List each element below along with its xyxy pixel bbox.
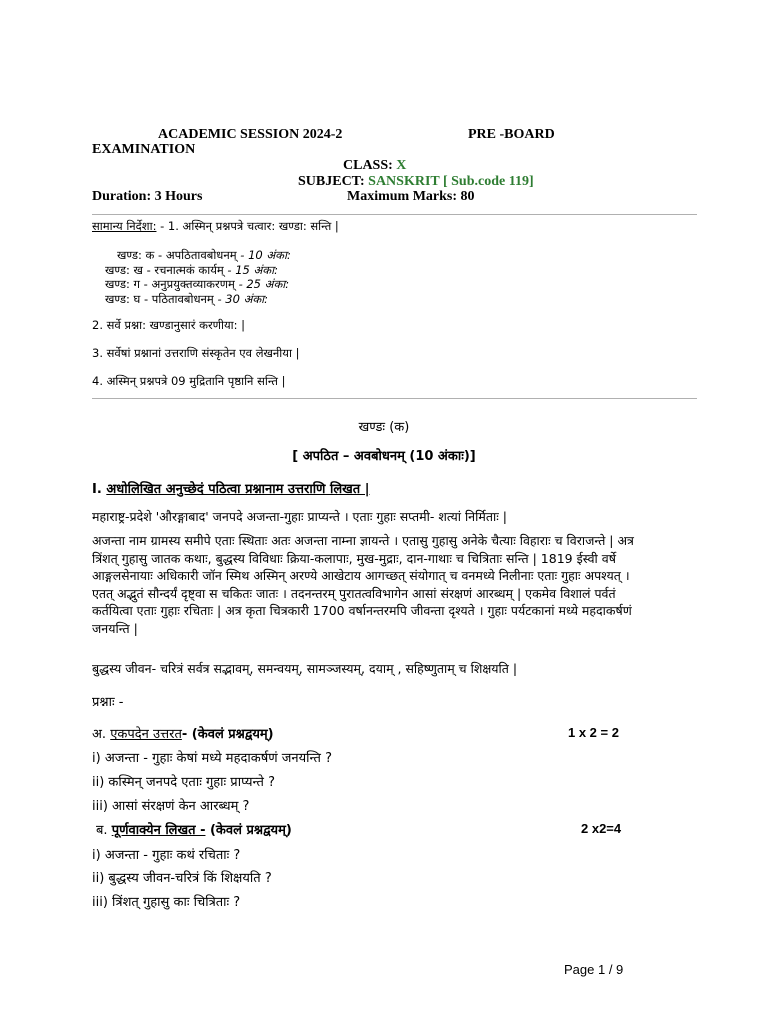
divider-top [92, 214, 697, 215]
page-number: Page 1 / 9 [564, 962, 624, 977]
part-b-label: ब. [96, 823, 108, 838]
section-row: खण्ड: घ - पठितावबोधनम् - 30 अंका: [105, 291, 269, 306]
divider-bottom [92, 398, 697, 399]
part-b-marks: 2 x2=4 [581, 821, 622, 836]
examination-label: EXAMINATION [92, 142, 196, 157]
subject-value: SANSKRIT [ Sub.code 119] [368, 174, 534, 189]
questions-label: प्रश्नाः - [92, 695, 124, 710]
part-b-title: पूर्णवाक्येन लिखत - [111, 823, 206, 838]
part-a-note: - (केवलं प्रश्नद्वयम्) [181, 727, 274, 742]
part-b-question: i) अजन्ता - गुहाः कथं रचिताः ? [92, 848, 241, 863]
instruction-item-4: 4. अस्मिन् प्रश्नपत्रे 09 मुद्रितानि पृष्ठानि सन्ति | [92, 374, 286, 388]
part-a-title: एकपदेन उत्तरत [110, 727, 182, 742]
passage-para-1: महाराष्ट्र-प्रदेशे 'औरङ्गाबाद' जनपदे अजन्ता-गुहाः प्राप्यन्ते । एताः गुहाः सप्तमी- शत्यां निर्मिताः | [92, 509, 507, 524]
instruction-item-1: - 1. अस्मिन् प्रश्नपत्रे चत्वार: खण्डा: सन्ति | [160, 219, 339, 233]
part-a-question: iii) आसां संरक्षणं केन आरब्धम् ? [92, 799, 250, 814]
class-label: CLASS: [343, 158, 393, 173]
passage-para-3: बुद्धस्य जीवन- चरित्रं सर्वत्र सद्भावम्, समन्वयम्, सामञ्जस्यम्, दयाम् , सहिष्णुताम् च शिक्षयति | [92, 661, 518, 676]
max-marks-label: Maximum Marks: 80 [347, 189, 475, 204]
part-b-question: iii) त्रिंशत् गुहासु काः चित्रिताः ? [92, 895, 241, 910]
class-value: X [396, 158, 407, 173]
instruction-item-3: 3. सर्वेषां प्रश्नानां उत्तराणि संस्कृतेन एव लेखनीया | [92, 346, 300, 360]
part-a-marks: 1 x 2 = 2 [568, 725, 619, 740]
section-a-title: खण्डः (क) [358, 420, 410, 435]
section-a-subtitle: [ अपठित – अवबोधनम् (10 अंकाः)] [292, 449, 476, 464]
instruction-line-1 [92, 219, 339, 234]
part-a-question: ii) कस्मिन् जनपदे एताः गुहाः प्राप्यन्ते ? [92, 775, 275, 790]
part-b-note: (केवलं प्रश्नद्वयम्) [205, 823, 292, 838]
question-1-instruction [92, 479, 370, 497]
passage-para-2: अजन्ता नाम ग्रामस्य समीपे एताः स्थिताः अतः अजन्ता नाम्ना ज्ञायन्ते । एतासु गुहासु अनेके चैत्याः विहाराः च विराजन्ते | अत्र त्रिंशत् गुहासु जातक कथाः, बुद्धस्य विविधाः क्रिया-कलापाः, मुख-मुद्राः, दान-गाथाः च चित्रिताः सन्ति | 1819 ईस्वी वर्षे आङ्गलसेनायाः अधिकारी जॉन स्मिथ अस्मिन् अरण्ये आखेटाय आगच्छत् संयोगात् च वनमध्ये निलीनाः एताः गुहाः अपश्यत् । एतत् अद्भुतं सौन्दर्यं दृष्ट्वा स चकितः जातः । तदनन्तरम् पुरातत्वविभागेन आसां संरक्षणं आरब्धम् | एकमेव विशालं पर्वतं कर्तयित्वा एताः गुहाः रचिताः | अत्र कृता चित्रकारी 1700 वर्षानन्तरमपि जीवन्ता दृश्यते । गुहाः पर्यटकानां मध्ये महदाकर्षणं जनयन्ति | [92, 533, 634, 636]
subject-label: SUBJECT: [298, 174, 365, 189]
part-a-heading [92, 724, 274, 742]
part-a-label: अ. [92, 727, 107, 742]
session-label: ACADEMIC SESSION 2024-2 [158, 127, 343, 142]
question-instruction-text: अधोलिखित अनुच्छेदं पठित्वा प्रश्नानाम उत्तराणि लिखत | [106, 482, 370, 497]
part-b-heading [96, 820, 292, 838]
subject-line [298, 174, 534, 190]
preboard-label: PRE -BOARD [468, 127, 555, 142]
part-a-question: i) अजन्ता - गुहाः केषां मध्ये महदाकर्षणं जनयन्ति ? [92, 751, 333, 766]
sections-list [105, 248, 291, 306]
instructions-heading: सामान्य निर्देशा: [92, 219, 157, 233]
section-row: खण्ड: क - अपठितावबोधनम् - 10 अंका: [117, 248, 291, 262]
class-line [343, 158, 406, 174]
part-b-question: ii) बुद्धस्य जीवन-चरित्रं किं शिक्षयति ? [92, 871, 272, 886]
section-row: खण्ड: ख - रचनात्मकं कार्यम् - 15 अंका: [105, 262, 278, 277]
question-number: I. [92, 482, 102, 497]
section-row: खण्ड: ग - अनुप्रयुक्तव्याकरणम् - 25 अंका: [105, 277, 290, 291]
instruction-item-2: 2. सर्वे प्रश्ना: खण्डानुसारं करणीया: | [92, 318, 246, 332]
duration-label: Duration: 3 Hours [92, 189, 203, 204]
